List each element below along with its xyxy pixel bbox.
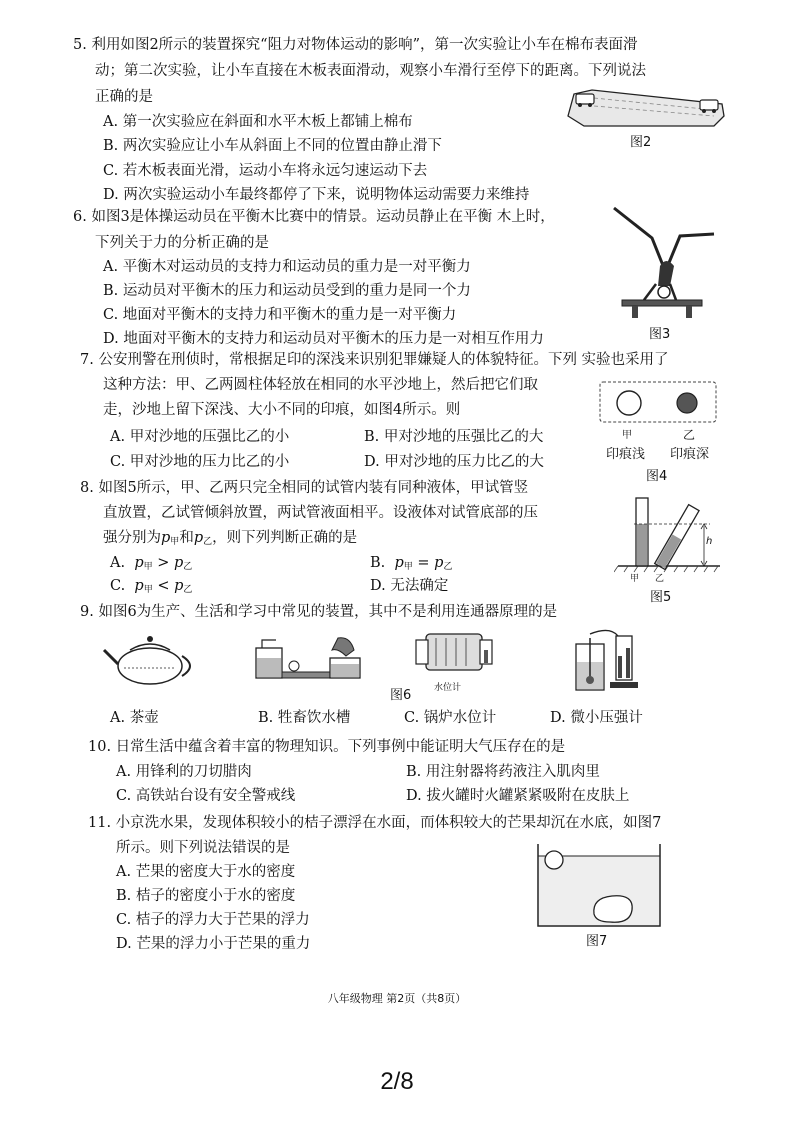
- q9-option-d: D. 微小压强计: [550, 710, 643, 726]
- q7-option-c: C. 甲对沙地的压力比乙的小: [110, 454, 290, 470]
- q6-option-b: B. 运动员对平衡木的压力和运动员受到的重力是同一个力: [103, 283, 471, 299]
- figure3-gymnast-balance-beam: [594, 196, 724, 322]
- q6-stem-line2: 下列关于力的分析正确的是: [95, 235, 269, 251]
- q7-option-b: B. 甲对沙地的压强比乙的大: [364, 429, 544, 445]
- figure4-sand-imprints: [598, 380, 718, 424]
- boiler-gauge-label: 水位计: [434, 683, 462, 693]
- figure6-caption: 图6: [390, 688, 412, 703]
- q11-option-c: C. 桔子的浮力大于芒果的浮力: [116, 912, 310, 928]
- q8-option-c: C. $p_甲 < p_乙$: [110, 578, 193, 595]
- q5-stem-line2: 动；第二次实验，让小车直接在木板表面滑动，观察小车滑行至停下的距离。下列说法: [95, 63, 646, 79]
- figure4-label-shallow: 印痕浅: [606, 447, 646, 462]
- q8-stem-line3: 强分别为$p_甲$和$p_乙$，则下列判断正确的是: [103, 530, 358, 547]
- q6-option-d: D. 地面对平衡木的支持力和运动员对平衡木的压力是一对相互作用力: [103, 331, 544, 347]
- figure5-caption: 图5: [650, 590, 672, 605]
- figure4-label-deep: 印痕深: [670, 447, 710, 462]
- figure4-caption: 图4: [646, 469, 668, 484]
- figure7-fruit-in-water-tank: [536, 842, 662, 928]
- q9-option-c: C. 锅炉水位计: [404, 710, 497, 726]
- figure2-caption: 图2: [630, 135, 652, 150]
- q9-option-b: B. 牲畜饮水槽: [258, 710, 351, 726]
- livestock-water-trough-illustration: [246, 634, 364, 684]
- figure4-label-yi: 乙: [683, 428, 696, 442]
- imprint-yi-deep: [677, 393, 697, 413]
- q9-option-a: A. 茶壶: [110, 710, 159, 726]
- q6-stem-line1: 6. 如图3是体操运动员在平衡木比赛中的情景。运动员静止在平衡 木上时，: [73, 209, 555, 225]
- figure5-test-tubes: [614, 494, 724, 576]
- q10-option-d: D. 拔火罐时火罐紧紧吸附在皮肤上: [406, 788, 630, 804]
- q5-stem-line1: 5. 利用如图2所示的装置探究“阻力对物体运动的影响”，第一次实验让小车在棉布表面滑: [73, 37, 638, 53]
- figure5-label-yi: 乙: [655, 574, 665, 584]
- mango-sunk: [594, 896, 632, 922]
- q7-option-d: D. 甲对沙地的压力比乙的大: [364, 454, 544, 470]
- q5-stem-line3: 正确的是: [95, 89, 153, 105]
- imprint-jia-shallow: [617, 391, 641, 415]
- q11-stem-line1: 11. 小京洗水果，发现体积较小的桔子漂浮在水面，而体积较大的芒果却沉在水底，如图7: [88, 815, 662, 831]
- q9-stem-line1: 9. 如图6为生产、生活和学习中常见的装置，其中不是利用连通器原理的是: [80, 604, 558, 620]
- q8-option-d: D. 无法确定: [370, 578, 449, 594]
- micro-pressure-gauge-illustration: [570, 626, 654, 694]
- q8-option-b: B. $p_甲 = p_乙$: [370, 555, 453, 572]
- figure3-caption: 图3: [649, 327, 671, 342]
- q7-stem-line1: 7. 公安刑警在刑侦时，常根据足印的深浅来识别犯罪嫌疑人的体貌特征。下列 实验也采用了: [80, 352, 669, 368]
- boiler-water-gauge-illustration: [412, 628, 498, 682]
- teapot-illustration: [100, 630, 200, 688]
- q8-option-a: A. $p_甲 > p_乙$: [110, 555, 193, 572]
- q11-option-a: A. 芒果的密度大于水的密度: [116, 864, 296, 880]
- page-number: 2/8: [380, 1068, 414, 1095]
- q5-option-c: C. 若木板表面光滑，运动小车将永远匀速运动下去: [103, 163, 428, 179]
- q11-option-d: D. 芒果的浮力小于芒果的重力: [116, 936, 311, 952]
- figure5-height-label: h: [706, 536, 713, 547]
- figure5-label-jia: 甲: [630, 574, 640, 584]
- q6-option-a: A. 平衡木对运动员的支持力和运动员的重力是一对平衡力: [103, 259, 471, 275]
- q11-stem-line2: 所示。则下列说法错误的是: [116, 840, 290, 856]
- q7-stem-line3: 走，沙地上留下深浅、大小不同的印痕，如图4所示。则: [103, 402, 461, 418]
- q10-stem-line1: 10. 日常生活中蕴含着丰富的物理知识。下列事例中能证明大气压存在的是: [88, 739, 566, 755]
- q11-option-b: B. 桔子的密度小于水的密度: [116, 888, 296, 904]
- page-footer: 八年级物理 第2页（共8页）: [327, 992, 467, 1005]
- q8-stem-line2: 直放置，乙试管倾斜放置，两试管液面相平。设液体对试管底部的压: [103, 505, 538, 521]
- orange-floating: [545, 851, 563, 869]
- q7-option-a: A. 甲对沙地的压强比乙的小: [110, 429, 290, 445]
- q5-option-b: B. 两次实验应让小车从斜面上不同的位置由静止滑下: [103, 138, 442, 154]
- q6-option-c: C. 地面对平衡木的支持力和平衡木的重力是一对平衡力: [103, 307, 457, 323]
- q5-option-d: D. 两次实验运动小车最终都停了下来，说明物体运动需要力来维持: [103, 187, 530, 203]
- q10-option-c: C. 高铁站台设有安全警戒线: [116, 788, 296, 804]
- figure2-incline-cart-illustration: [564, 86, 728, 130]
- q10-option-b: B. 用注射器将药液注入肌肉里: [406, 764, 600, 780]
- q5-option-a: A. 第一次实验应在斜面和水平木板上都铺上棉布: [103, 114, 413, 130]
- figure7-caption: 图7: [586, 934, 608, 949]
- figure4-label-jia: 甲: [622, 430, 632, 441]
- q7-stem-line2: 这种方法：甲、乙两圆柱体轻放在相同的水平沙地上，然后把它们取: [103, 377, 538, 393]
- q8-stem-line1: 8. 如图5所示，甲、乙两只完全相同的试管内装有同种液体，甲试管竖: [80, 480, 529, 496]
- q10-option-a: A. 用锋利的刀切腊肉: [116, 764, 252, 780]
